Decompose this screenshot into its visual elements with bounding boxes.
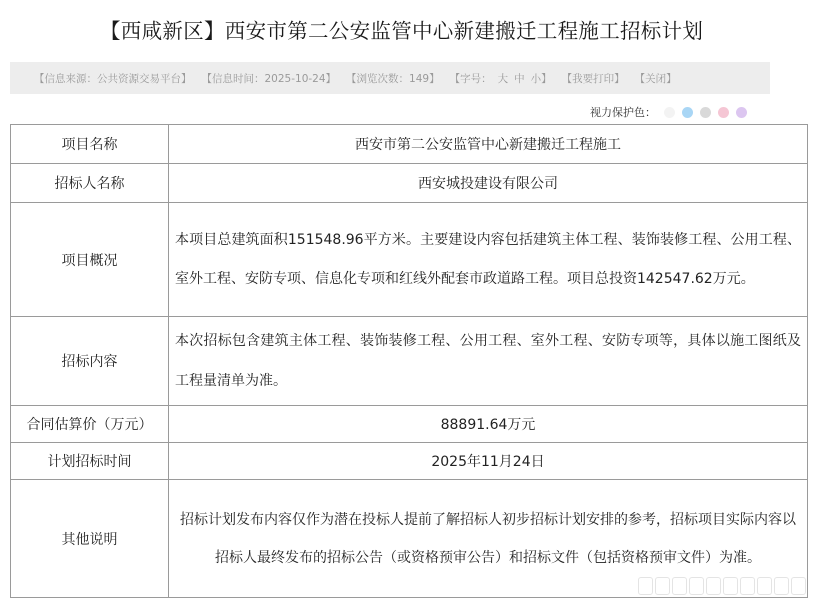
eye-color-swatch-blue[interactable] [682, 107, 693, 118]
table-row [11, 203, 808, 317]
row-key-project-name: 项目名称 [11, 125, 169, 164]
row-value-other-notes: 招标计划发布内容仅作为潜在投标人提前了解招标人初步招标计划安排的参考，招标项目实际内容以招标人最终发布的招标公告（或资格预审公告）和招标文件（包括资格预审文件）为准。 [169, 480, 808, 598]
table-row [11, 164, 808, 203]
font-size-medium-link[interactable]: 中 [514, 72, 525, 85]
eye-color-swatch-white[interactable] [664, 107, 675, 118]
table-row [11, 317, 808, 406]
font-size-large-link[interactable]: 大 [497, 72, 509, 85]
row-value-project-name: 西安市第二公安监管中心新建搬迁工程施工 [169, 125, 808, 164]
info-bar [10, 62, 770, 94]
row-value-planned-time: 2025年11月24日 [169, 443, 808, 480]
page-title: 【西咸新区】西安市第二公安监管中心新建搬迁工程施工招标计划 [100, 19, 704, 43]
row-key-scope: 招标内容 [11, 317, 169, 406]
font-size-label: 【字号： [449, 72, 492, 85]
table-row [11, 406, 808, 443]
info-views: 【浏览次数：149】 [346, 72, 440, 85]
row-key-other-notes: 其他说明 [11, 480, 169, 598]
table-row [11, 443, 808, 480]
info-source: 【信息来源：公共资源交易平台】 [34, 72, 192, 85]
eye-protect-label: 视力保护色： [590, 106, 656, 119]
watermark-logo [638, 577, 806, 599]
row-key-planned-time: 计划招标时间 [11, 443, 169, 480]
row-value-overview: 本项目总建筑面积151548.96平方米。主要建设内容包括建筑主体工程、装饰装修工程、公用工程、室外工程、安防专项、信息化专项和红线外配套市政道路工程。项目总投资142547.62万元。 [169, 203, 808, 317]
row-key-estimated-price: 合同估算价（万元） [11, 406, 169, 443]
row-key-overview: 项目概况 [11, 203, 169, 317]
eye-color-swatch-purple[interactable] [736, 107, 747, 118]
table-row [11, 125, 808, 164]
info-time: 【信息时间：2025-10-24】 [201, 72, 337, 85]
tender-plan-table [10, 124, 808, 598]
row-value-scope: 本次招标包含建筑主体工程、装饰装修工程、公用工程、室外工程、安防专项等，具体以施工图纸及工程量清单为准。 [169, 317, 808, 406]
row-key-tenderer: 招标人名称 [11, 164, 169, 203]
font-size-small-link[interactable]: 小】 [530, 72, 552, 85]
print-link[interactable]: 【我要打印】 [561, 72, 625, 85]
row-value-tenderer: 西安城投建设有限公司 [169, 164, 808, 203]
row-value-estimated-price: 88891.64万元 [169, 406, 808, 443]
eye-protect-color-picker [590, 103, 754, 121]
close-link[interactable]: 【关闭】 [634, 72, 677, 85]
eye-color-swatch-pink[interactable] [718, 107, 729, 118]
eye-color-swatch-gray[interactable] [700, 107, 711, 118]
